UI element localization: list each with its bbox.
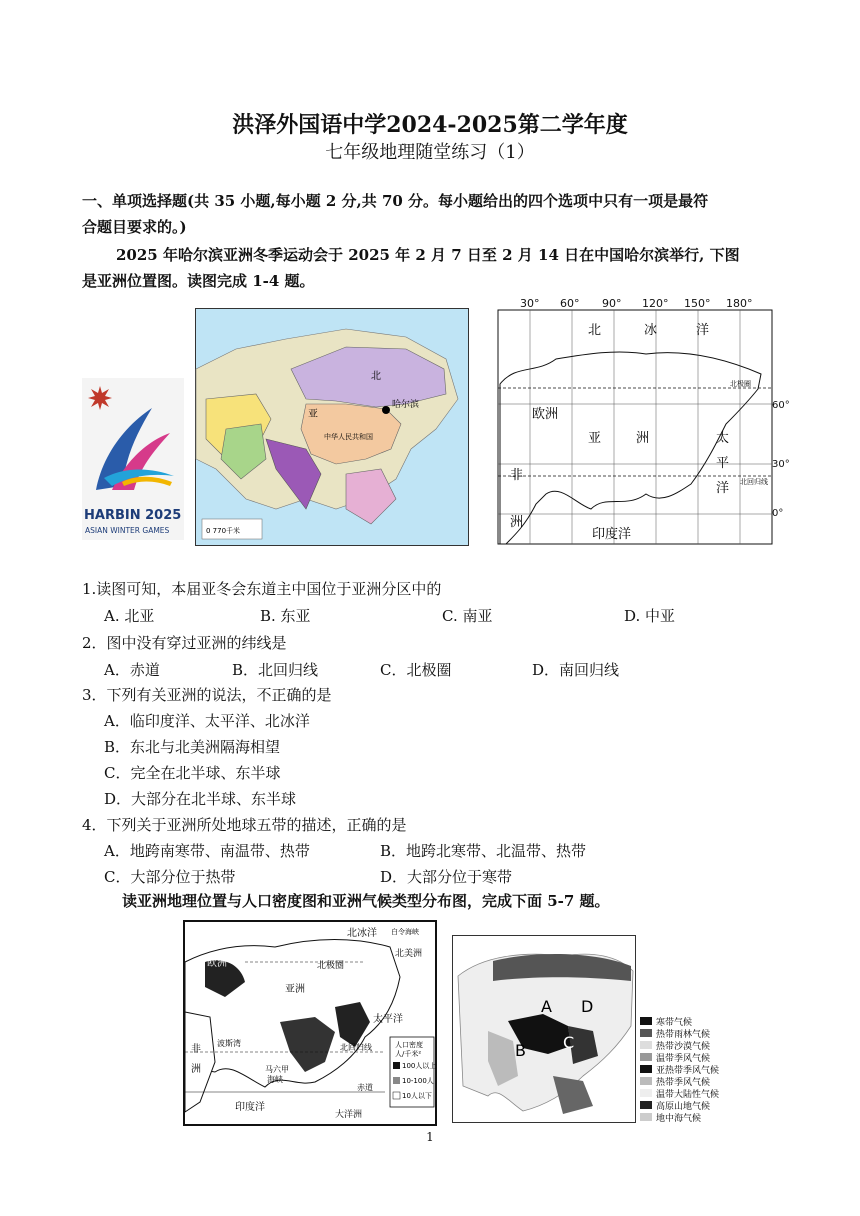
legend-tropical-monsoon: 热带季风气候 [656, 1078, 711, 1088]
map3-asia: 亚洲 [285, 984, 305, 995]
intro-5-7: 读亚洲地理位置与人口密度图和亚洲气候类型分布图，完成下面 5-7 题。 [122, 892, 610, 910]
q4-option-a[interactable]: A．地跨南寒带、南温带、热带 [104, 842, 310, 860]
map2-asia-1: 亚 [588, 431, 602, 446]
legend-cold: 寒带气候 [656, 1018, 693, 1028]
map3-oceania: 大洋洲 [335, 1110, 363, 1120]
legend-mediterranean: 地中海气候 [656, 1114, 702, 1124]
question-1-stem: 1.读图可知，本届亚冬会东道主中国位于亚洲分区中的 [82, 580, 442, 598]
q3-option-b[interactable]: B．东北与北美洲隔海相望 [104, 738, 281, 756]
map2-pacific-3: 洋 [716, 481, 730, 496]
logo-sub: ASIAN WINTER GAMES [85, 526, 170, 535]
page-number: 1 [426, 1130, 434, 1144]
harbin-logo [82, 378, 184, 540]
question-4-stem: 4．下列关于亚洲所处地球五带的描述，正确的是 [82, 816, 407, 834]
legend-subtropical-monsoon: 亚热带季风气候 [656, 1066, 720, 1076]
map1-scale: 0 770千米 [206, 527, 241, 535]
climate-region-c: C [563, 1033, 575, 1052]
question-2-stem: 2．图中没有穿过亚洲的纬线是 [82, 634, 287, 652]
map3-arctic: 北冰洋 [347, 928, 377, 939]
map3-persian: 波斯湾 [217, 1039, 241, 1048]
page-subtitle: 七年级地理随堂练习（1） [325, 142, 535, 163]
legend-continental: 温带大陆性气候 [656, 1090, 720, 1100]
asia-outline-map [496, 294, 790, 546]
section-heading-line1: 一、单项选择题(共 35 小题,每小题 2 分,共 70 分。每小题给出的四个选项中只有一项是最符 [82, 192, 709, 210]
map3-indian: 印度洋 [235, 1102, 265, 1113]
map2-africa-1: 非 [510, 468, 524, 483]
map3-north-america: 北美洲 [395, 949, 423, 959]
lon-150: 150° [684, 297, 711, 310]
map2-arctic-3: 洋 [696, 323, 710, 338]
legend-highland: 高原山地气候 [656, 1102, 711, 1112]
q2-option-b[interactable]: B．北回归线 [232, 661, 319, 679]
map2-indian: 印度洋 [592, 527, 632, 542]
q3-option-d[interactable]: D．大部分在北半球、东半球 [104, 790, 297, 808]
harbin-label: 哈尔滨 [392, 400, 420, 410]
lat-30: 30° [772, 459, 790, 470]
logo-graphic-icon [82, 378, 184, 496]
map3-legend-3: 10人以下 [402, 1092, 432, 1100]
map3-bering: 白令海峡 [391, 928, 419, 936]
map2-pacific-2: 平 [716, 456, 730, 471]
map3-legend-1: 100人以上 [402, 1062, 437, 1070]
map3-africa-1: 非 [191, 1044, 201, 1055]
climate-region-d: D [581, 997, 594, 1016]
q3-option-a[interactable]: A．临印度洋、太平洋、北冰洋 [104, 712, 310, 730]
q4-option-b[interactable]: B．地跨北寒带、北温带、热带 [380, 842, 587, 860]
logo-name: HARBIN 2025 [84, 508, 182, 523]
climate-map [452, 935, 636, 1123]
section-heading-line2: 合题目要求的。) [82, 218, 187, 236]
map2-pacific-1: 太 [716, 431, 730, 446]
legend-rainforest: 热带雨林气候 [656, 1030, 711, 1040]
lat-0: 0° [772, 508, 784, 519]
map3-arctic-circle: 北极圈 [317, 961, 345, 971]
map3-tropic: 北回归线 [340, 1043, 372, 1052]
lat-60: 60° [772, 400, 790, 411]
map1-label-asia: 亚 [308, 409, 318, 420]
map3-legend-title-1: 人口密度 [395, 1041, 423, 1049]
map3-pacific: 太平洋 [373, 1014, 403, 1025]
q2-option-c[interactable]: C．北极圈 [380, 661, 452, 679]
lon-180: 180° [726, 297, 753, 310]
asia-political-map [195, 308, 469, 546]
map3-europe: 欧洲 [207, 958, 227, 969]
map3-equator: 赤道 [357, 1083, 373, 1092]
legend-temperate-monsoon: 温带季风气候 [656, 1054, 711, 1064]
climate-legend [638, 1015, 748, 1125]
intro-line2: 是亚洲位置图。读图完成 1-4 题。 [82, 272, 315, 290]
q3-option-c[interactable]: C．完全在北半球、东半球 [104, 764, 281, 782]
lon-60: 60° [560, 297, 580, 310]
lon-120: 120° [642, 297, 669, 310]
q4-option-d[interactable]: D．大部分位于寒带 [380, 868, 513, 886]
q2-option-d[interactable]: D．南回归线 [532, 661, 620, 679]
map3-legend-2: 10-100人 [402, 1077, 434, 1085]
map2-arctic-circle: 北极圈 [730, 380, 751, 388]
map2-arctic-2: 冰 [644, 323, 658, 338]
population-density-map [183, 920, 437, 1126]
harbin-marker-icon [382, 406, 390, 414]
map2-africa-2: 洲 [510, 515, 524, 530]
map2-arctic-1: 北 [588, 323, 602, 338]
lon-90: 90° [602, 297, 622, 310]
intro-line1: 2025 年哈尔滨亚洲冬季运动会于 2025 年 2 月 7 日至 2 月 14 日在中国哈尔滨举行, 下图 [116, 246, 740, 264]
map1-label-north: 北 [371, 371, 381, 382]
climate-region-a: A [541, 997, 552, 1016]
q1-option-c[interactable]: C. 南亚 [442, 607, 493, 625]
map3-malacca-2: 海峡 [267, 1075, 283, 1084]
q4-option-c[interactable]: C．大部分位于热带 [104, 868, 236, 886]
map3-malacca-1: 马六甲 [265, 1065, 289, 1074]
question-3-stem: 3．下列有关亚洲的说法，不正确的是 [82, 686, 332, 704]
legend-desert: 热带沙漠气候 [656, 1042, 711, 1052]
q1-option-a[interactable]: A. 北亚 [104, 607, 155, 625]
page-title: 洪泽外国语中学2024-2025第二学年度 [232, 112, 628, 138]
map2-tropic: 北回归线 [740, 478, 768, 486]
map1-label-china: 中华人民共和国 [324, 433, 373, 441]
map2-asia-2: 洲 [636, 431, 650, 446]
climate-region-b: B [515, 1041, 526, 1060]
map3-legend-title-2: 人/千米² [395, 1050, 422, 1058]
map3-africa-2: 洲 [191, 1064, 201, 1075]
q1-option-d[interactable]: D. 中亚 [624, 607, 676, 625]
lon-30: 30° [520, 297, 540, 310]
q2-option-a[interactable]: A．赤道 [104, 661, 160, 679]
map2-europe: 欧洲 [532, 407, 559, 422]
q1-option-b[interactable]: B. 东亚 [260, 607, 311, 625]
